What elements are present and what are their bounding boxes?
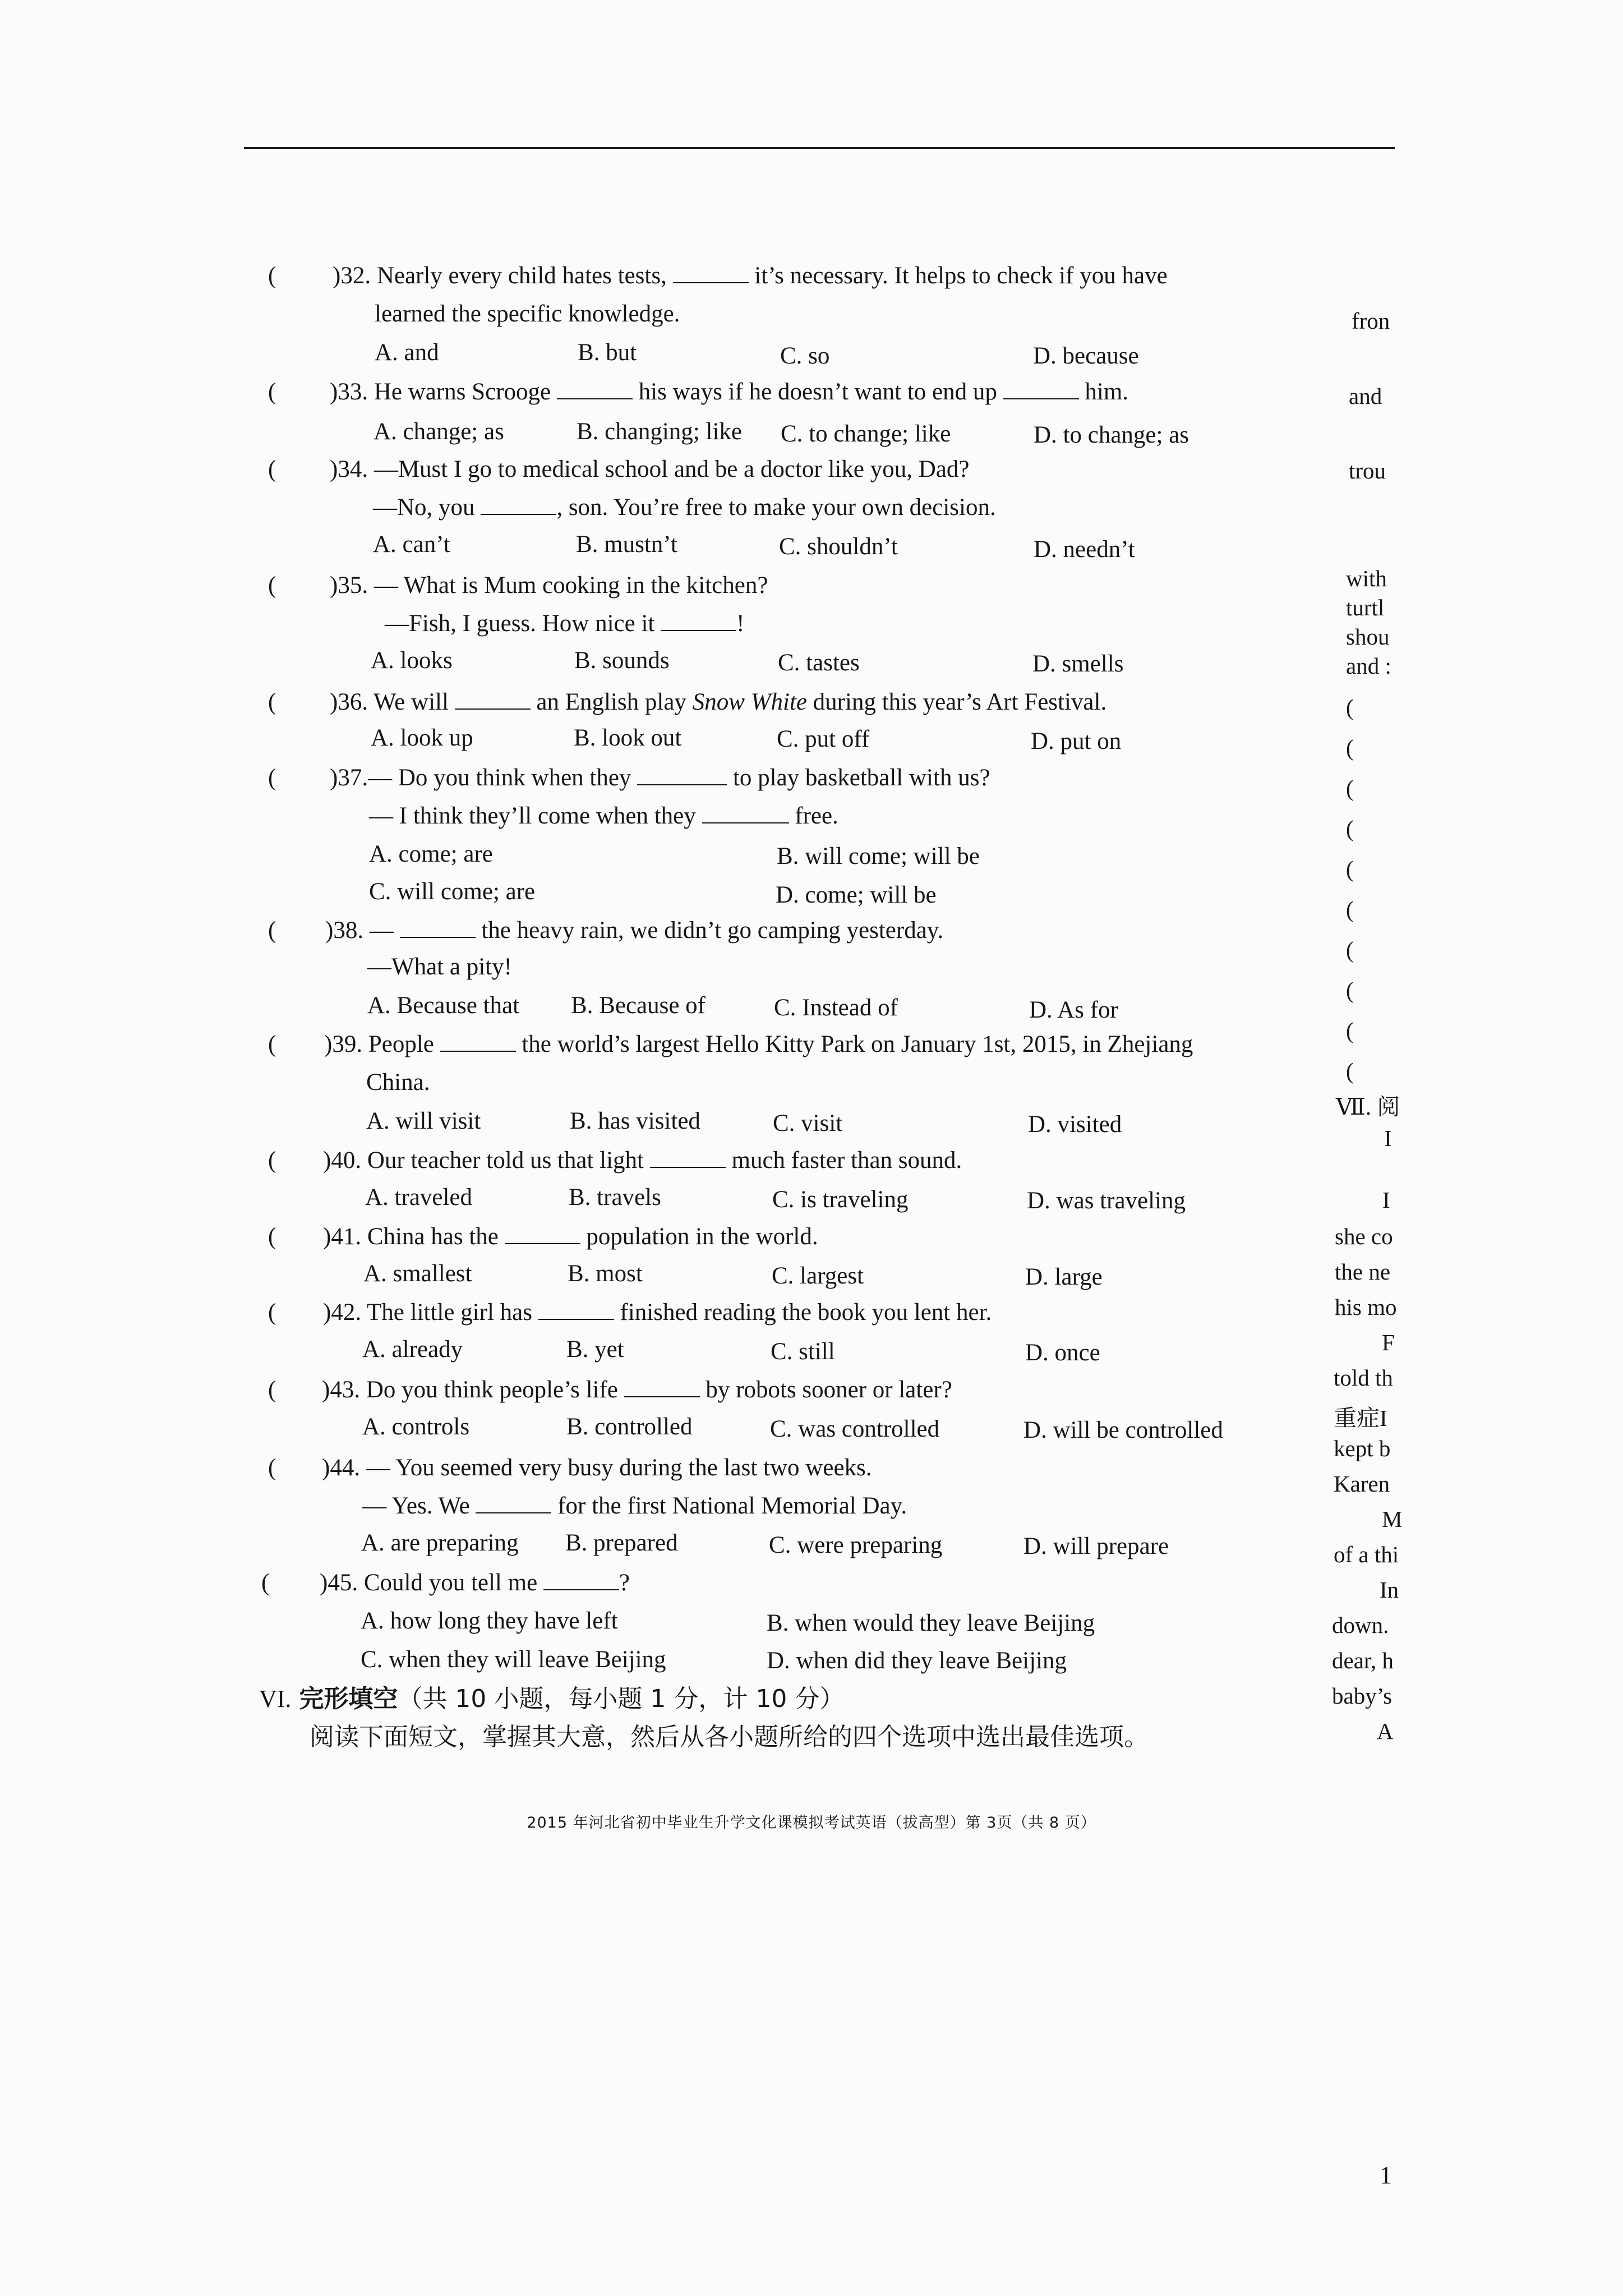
option-c[interactable]: C. put off [777, 726, 870, 752]
option-a[interactable]: A. change; as [374, 418, 504, 445]
margin-fragment: and [1349, 383, 1382, 409]
dialogue-reply: —Fish, I guess. How nice it ! [385, 610, 745, 637]
question-stem: )44. — You seemed very busy during the last two weeks. [322, 1455, 872, 1481]
margin-fragment: ( [1346, 1058, 1354, 1084]
option-d[interactable]: D. large [1025, 1264, 1103, 1290]
dialogue-reply: —What a pity! [367, 954, 512, 980]
option-c[interactable]: C. when they will leave Beijing [361, 1646, 666, 1673]
margin-fragment: ( [1346, 856, 1354, 882]
blank [400, 937, 476, 938]
option-a[interactable]: A. and [375, 339, 439, 366]
question-stem: )45. Could you tell me ? [320, 1570, 630, 1596]
margin-fragment: I [1382, 1187, 1390, 1213]
blank [481, 514, 556, 515]
answer-bracket[interactable]: ( [268, 689, 276, 715]
answer-bracket[interactable]: ( [268, 917, 276, 944]
blank [557, 398, 633, 399]
blank [637, 784, 727, 785]
blank [650, 1167, 726, 1168]
option-d[interactable]: D. to change; as [1034, 422, 1189, 448]
blank [455, 708, 531, 710]
question-stem: )41. China has the population in the world. [323, 1223, 818, 1250]
option-a[interactable]: A. will visit [366, 1108, 481, 1134]
question-stem: )36. We will an English play Snow White during this year’s Art Festival. [330, 689, 1107, 715]
answer-bracket[interactable]: ( [268, 1147, 276, 1174]
margin-fragment: A [1377, 1718, 1394, 1744]
option-c[interactable]: C. largest [772, 1263, 864, 1289]
margin-fragment: the ne [1335, 1259, 1391, 1285]
margin-fragment: ( [1346, 1018, 1354, 1043]
margin-fragment: ( [1346, 977, 1354, 1003]
blank [505, 1243, 580, 1244]
option-a[interactable]: A. how long they have left [361, 1608, 618, 1634]
blank [538, 1319, 614, 1320]
option-d[interactable]: D. because [1033, 343, 1139, 369]
answer-bracket[interactable]: ( [268, 1299, 276, 1326]
option-b[interactable]: B. has visited [570, 1108, 700, 1134]
option-d[interactable]: D. put on [1031, 728, 1122, 754]
margin-fragment: his mo [1335, 1294, 1397, 1320]
question-stem: )32. Nearly every child hates tests, it’s necessary. It helps to check if you have [333, 263, 1168, 289]
answer-bracket[interactable]: ( [268, 765, 276, 791]
answer-bracket[interactable]: ( [268, 1223, 276, 1250]
blank [543, 1589, 619, 1590]
answer-bracket[interactable]: ( [268, 456, 276, 482]
option-c[interactable]: C. were preparing [769, 1532, 943, 1558]
option-b[interactable]: B. prepared [565, 1530, 678, 1556]
question-stem: )42. The little girl has finished reading the book you lent her. [323, 1299, 992, 1326]
option-b[interactable]: B. most [568, 1260, 643, 1287]
option-a[interactable]: A. come; are [369, 841, 493, 867]
option-c[interactable]: C. is traveling [772, 1186, 909, 1213]
margin-fragment: ( [1346, 816, 1354, 841]
dialogue-reply: —No, you , son. You’re free to make your own decision. [373, 494, 996, 521]
margin-fragment: baby’s [1332, 1683, 1393, 1709]
page-number: 1 [1380, 2161, 1392, 2189]
option-a[interactable]: A. already [362, 1336, 463, 1363]
section-numeral: VI. [259, 1685, 292, 1713]
dialogue-reply: — I think they’ll come when they free. [369, 803, 838, 829]
option-c[interactable]: C. tastes [778, 650, 860, 676]
answer-bracket[interactable]: ( [268, 1031, 276, 1057]
option-a[interactable]: A. controls [362, 1414, 470, 1440]
margin-fragment: ( [1346, 896, 1354, 922]
answer-bracket[interactable]: ( [268, 379, 276, 405]
dialogue-reply: — Yes. We for the first National Memorial Day. [362, 1493, 907, 1519]
margin-fragment: In [1380, 1577, 1399, 1603]
answer-bracket[interactable]: ( [261, 1570, 270, 1596]
option-b[interactable]: B. will come; will be [777, 843, 980, 869]
option-d[interactable]: D. when did they leave Beijing [767, 1648, 1067, 1674]
option-b[interactable]: B. sounds [574, 647, 670, 674]
question-stem: )34. —Must I go to medical school and be a doctor like you, Dad? [330, 456, 970, 482]
question-stem: )39. People the world’s largest Hello Kitty Park on January 1st, 2015, in Zhejiang [324, 1031, 1193, 1057]
blank [1003, 398, 1079, 399]
margin-fragment: with [1346, 565, 1387, 591]
margin-fragment: trou [1349, 458, 1386, 484]
option-c[interactable]: C. to change; like [781, 421, 951, 447]
option-d[interactable]: D. smells [1032, 651, 1124, 677]
question-stem: )43. Do you think people’s life by robots sooner or later? [322, 1377, 952, 1403]
margin-fragment: ( [1346, 694, 1354, 720]
question-stem: )38. — the heavy rain, we didn’t go camping yesterday. [325, 917, 944, 944]
margin-fragment: she co [1335, 1223, 1393, 1249]
margin-fragment: Karen [1334, 1471, 1390, 1497]
option-a[interactable]: A. looks [371, 647, 453, 674]
blank [702, 822, 789, 823]
blank [673, 282, 749, 283]
option-a[interactable]: A. are preparing [361, 1530, 519, 1556]
margin-fragment: ( [1346, 735, 1354, 761]
question-stem-continued: China. [366, 1069, 430, 1096]
option-b[interactable]: B. changing; like [577, 418, 742, 445]
option-a[interactable]: A. smallest [363, 1260, 472, 1287]
blank [624, 1396, 700, 1397]
section-score-note: （共 10 小题，每小题 1 分，计 10 分） [398, 1685, 845, 1713]
answer-bracket[interactable]: ( [268, 1455, 276, 1481]
option-d[interactable]: D. As for [1029, 997, 1118, 1023]
margin-fragment: kept b [1334, 1435, 1391, 1461]
margin-fragment: M [1382, 1506, 1403, 1532]
page-footer: 2015 年河北省初中毕业生升学文化课模拟考试英语（拔高型）第 3页（共 8 页） [527, 1814, 1096, 1832]
option-b[interactable]: B. mustn’t [576, 531, 677, 558]
answer-bracket[interactable]: ( [268, 263, 276, 289]
question-stem: )33. He warns Scrooge his ways if he doesn’t want to end up him. [330, 379, 1129, 405]
margin-fragment: ( [1346, 775, 1354, 801]
margin-fragment: 重症I [1334, 1405, 1387, 1431]
question-stem-continued: learned the specific knowledge. [375, 301, 680, 327]
option-b[interactable]: B. when would they leave Beijing [767, 1610, 1095, 1636]
margin-fragment: shou [1346, 624, 1390, 650]
blank [661, 630, 736, 631]
option-d[interactable]: D. will prepare [1023, 1533, 1169, 1559]
option-c[interactable]: C. so [780, 343, 830, 369]
option-c[interactable]: C. Instead of [774, 995, 898, 1021]
option-d[interactable]: D. visited [1028, 1111, 1122, 1138]
option-b[interactable]: B. controlled [566, 1414, 693, 1440]
margin-fragment: told th [1334, 1365, 1393, 1391]
option-c[interactable]: C. shouldn’t [779, 533, 898, 560]
option-b[interactable]: B. yet [566, 1336, 624, 1363]
margin-fragment: dear, h [1332, 1648, 1394, 1673]
option-a[interactable]: A. look up [371, 725, 473, 751]
answer-bracket[interactable]: ( [268, 1377, 276, 1403]
option-b[interactable]: B. travels [569, 1184, 661, 1211]
margin-fragment: of a thi [1334, 1542, 1399, 1567]
question-stem: )35. — What is Mum cooking in the kitchen? [330, 572, 768, 599]
option-d[interactable]: D. once [1025, 1340, 1100, 1366]
option-d[interactable]: D. will be controlled [1023, 1417, 1223, 1443]
margin-fragment: and : [1346, 653, 1391, 679]
section-heading [259, 1678, 844, 1714]
question-stem: )40. Our teacher told us that light much faster than sound. [323, 1147, 962, 1174]
question-stem: )37.— Do you think when they to play basketball with us? [330, 765, 990, 791]
blank [476, 1512, 551, 1513]
option-c[interactable]: C. visit [773, 1110, 843, 1137]
option-d[interactable]: D. come; will be [776, 882, 937, 908]
margin-fragment: I [1384, 1125, 1392, 1151]
option-c[interactable]: C. still [771, 1338, 835, 1365]
option-a[interactable]: A. traveled [365, 1184, 473, 1211]
margin-fragment: turtl [1346, 595, 1385, 620]
option-c[interactable]: C. was controlled [770, 1416, 940, 1442]
option-d[interactable]: D. was traveling [1027, 1188, 1186, 1214]
option-a[interactable]: A. can’t [373, 531, 450, 558]
section-instruction: 阅读下面短文，掌握其大意，然后从各小题所给的四个选项中选出最佳选项。 [310, 1723, 1149, 1751]
margin-fragment: down. [1332, 1612, 1389, 1638]
margin-fragment: Ⅶ. 阅 [1336, 1094, 1400, 1120]
answer-bracket[interactable]: ( [268, 572, 276, 599]
option-b[interactable]: B. but [578, 339, 637, 366]
option-b[interactable]: B. Because of [571, 992, 706, 1019]
margin-fragment: F [1382, 1329, 1395, 1355]
option-d[interactable]: D. needn’t [1034, 536, 1135, 563]
margin-fragment: ( [1346, 937, 1354, 963]
section-title: 完形填空 [299, 1685, 398, 1713]
option-c[interactable]: C. will come; are [369, 878, 536, 905]
margin-fragment: fron [1352, 308, 1390, 334]
blank [440, 1051, 516, 1052]
option-b[interactable]: B. look out [574, 725, 682, 751]
adjacent-page-margin [1324, 0, 1436, 1795]
option-a[interactable]: A. Because that [367, 992, 520, 1019]
play-title: Snow White [692, 689, 807, 715]
